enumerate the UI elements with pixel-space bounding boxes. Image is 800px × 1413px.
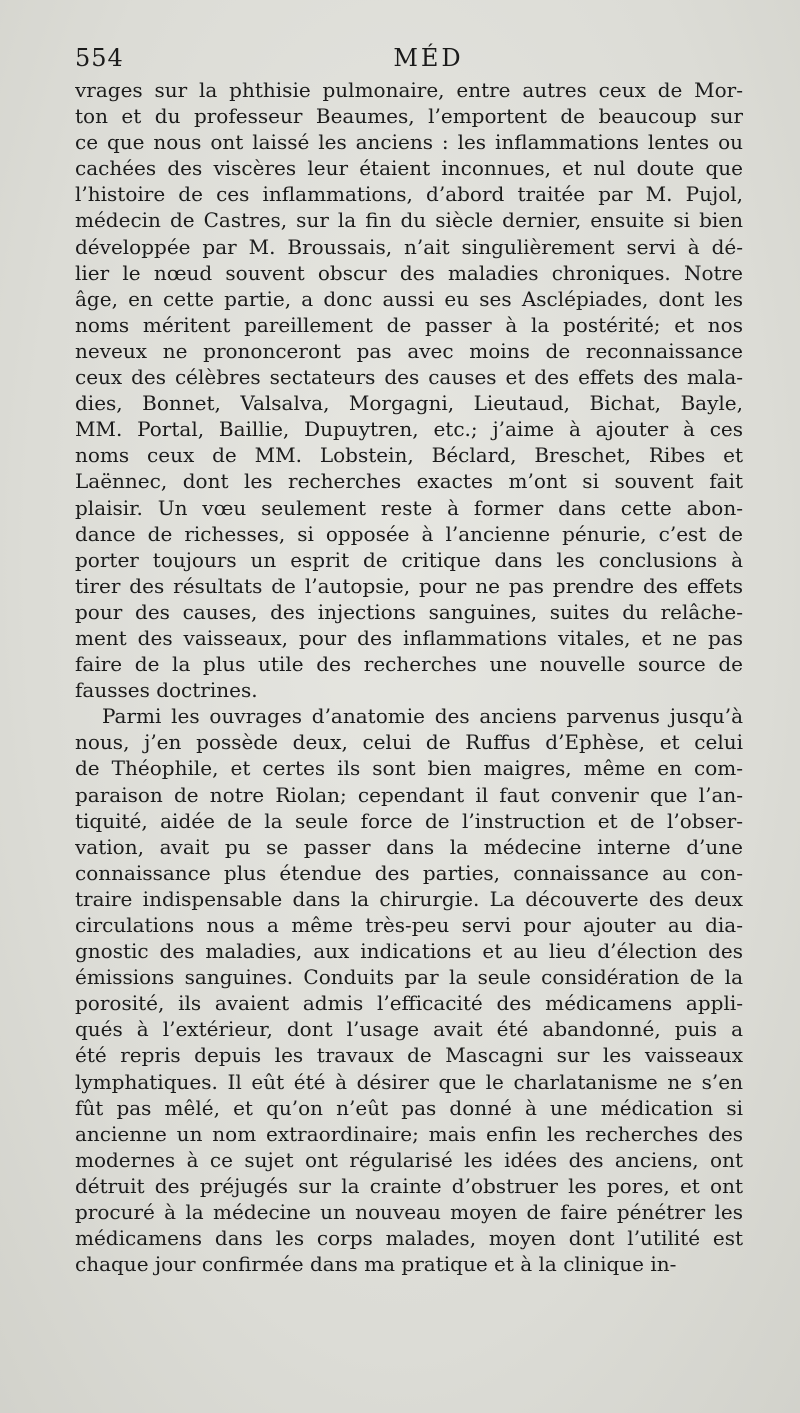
text-line: fût pas mêlé, et qu’on n’eût pas donné à une médication si [75,1095,743,1120]
page-number: 554 [75,44,124,72]
text-line: ment des vaisseaux, pour des inflammations vitales, et ne pas [75,625,743,650]
text-line: ce que nous ont laissé les anciens : les inflammations lentes ou [75,130,743,155]
text-line: Laënnec, dont les recherches exactes m’ont si souvent fait [75,469,743,494]
text-line: dance de richesses, si opposée à l’ancienne pénurie, c’est de [75,521,743,546]
text-line: gnostic des maladies, aux indications et au lieu d’élection des [75,939,743,964]
running-head: MÉD [393,44,464,72]
text-line: lier le nœud souvent obscur des maladies chroniques. Notre [75,260,743,285]
paragraph [75,77,743,703]
text-line: dies, Bonnet, Valsalva, Morgagni, Lieutaud, Bichat, Bayle, [75,391,743,416]
text-line: pour des causes, des injections sanguines, suites du relâche- [75,599,743,624]
paragraph [75,703,743,1277]
text-line: tirer des résultats de l’autopsie, pour ne pas prendre des effets [75,573,743,598]
text-line: procuré à la médecine un nouveau moyen de faire pénétrer les [75,1200,743,1225]
text-line: Parmi les ouvrages d’anatomie des anciens parvenus jusqu’à [102,704,743,729]
text-line: tiquité, aidée de la seule force de l’instruction et de l’obser- [75,808,743,833]
text-line: neveux ne prononceront pas avec moins de reconnaissance [75,338,743,363]
text-line: âge, en cette partie, a donc aussi eu ses Asclépiades, dont les [75,286,743,311]
text-line: détruit des préjugés sur la crainte d’obstruer les pores, et ont [75,1173,743,1198]
text-line: de Théophile, et certes ils sont bien maigres, même en com- [75,756,743,781]
text-line: noms ceux de MM. Lobstein, Béclard, Breschet, Ribes et [75,443,743,468]
text-line: modernes à ce sujet ont régularisé les idées des anciens, ont [75,1147,743,1172]
text-line: médicamens dans les corps malades, moyen dont l’utilité est [75,1226,743,1251]
text-line: lymphatiques. Il eût été à désirer que le charlatanisme ne s’en [75,1069,743,1094]
text-line: nous, j’en possède deux, celui de Ruffus d’Ephèse, et celui [75,730,743,755]
text-line: qués à l’extérieur, dont l’usage avait été abandonné, puis a [75,1017,743,1042]
text-line: faire de la plus utile des recherches une nouvelle source de [75,652,743,677]
text-line: cachées des viscères leur étaient inconnues, et nul doute que [75,156,743,181]
text-line: connaissance plus étendue des parties, connaissance au con- [75,860,743,885]
text-line: été repris depuis les travaux de Mascagni sur les vaisseaux [75,1043,743,1068]
text-line: porter toujours un esprit de critique dans les conclusions à [75,547,743,572]
body-text [75,77,743,1277]
text-line: médecin de Castres, sur la fin du siècle dernier, ensuite si bien [75,208,743,233]
text-line: ton et du professeur Beaumes, l’emportent de beaucoup sur [75,104,743,129]
text-line: MM. Portal, Baillie, Dupuytren, etc.; j’aime à ajouter à ces [75,417,743,442]
text-line: émissions sanguines. Conduits par la seule considération de la [75,965,743,990]
text-line: circulations nous a même très-peu servi pour ajouter au dia- [75,913,743,937]
text-line: développée par M. Broussais, n’ait singulièrement servi à dé- [75,234,743,259]
text-line: paraison de notre Riolan; cependant il faut convenir que l’an- [75,782,743,807]
text-line: l’histoire de ces inflammations, d’abord traitée par M. Pujol, [75,182,743,207]
text-line: traire indispensable dans la chirurgie. La découverte des deux [75,886,743,911]
text-line: noms méritent pareillement de passer à la postérité; et nos [75,312,743,337]
text-line: plaisir. Un vœu seulement reste à former dans cette abon- [75,495,743,520]
text-line: vrages sur la phthisie pulmonaire, entre autres ceux de Mor- [75,78,743,102]
text-line: chaque jour confirmée dans ma pratique et à la clinique in- [75,1252,677,1277]
text-line: ancienne un nom extraordinaire; mais enfin les recherches des [75,1121,743,1146]
text-line: porosité, ils avaient admis l’efficacité des médicamens appli- [75,991,743,1016]
text-line: vation, avait pu se passer dans la médecine interne d’une [75,834,743,859]
text-line: ceux des célèbres sectateurs des causes et des effets des mala- [75,365,743,390]
page-header [75,44,742,78]
text-line: fausses doctrines. [75,678,258,703]
